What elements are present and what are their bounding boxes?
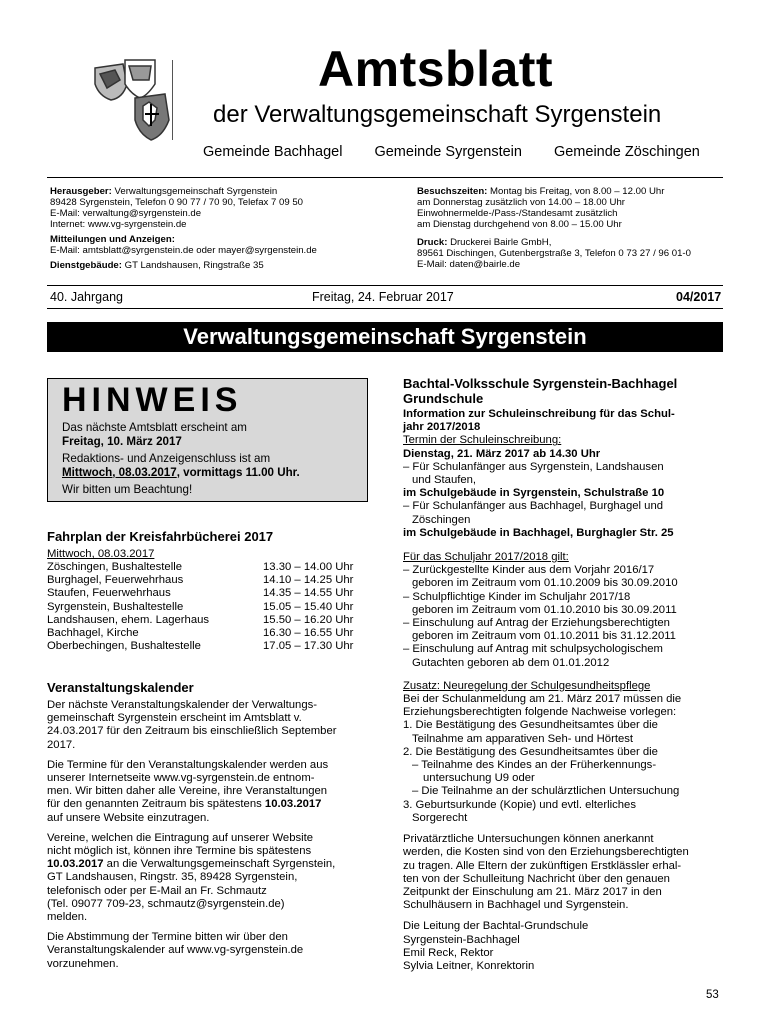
fahrplan-time: 13.30 – 14.00 Uhr: [263, 561, 354, 573]
kalender-p3: Vereine, welchen die Eintragung auf unserer Website nicht möglich ist, können ihre Termine bis spätestens 10.03.2017 an die Verwaltungsgemeinschaft Syrgenstein, GT Landshausen, Ringstr. 35, 89428 Syrgenstein, telefonisch oder per E-Mail an Fr. Schmautz (Tel. 09077 709-23, schmautz@syrgenstein.de) melden.: [47, 831, 336, 924]
fahrplan-heading: Fahrplan der Kreisfahrbücherei 2017: [47, 529, 274, 544]
kalender-text: [47, 699, 336, 978]
fahrplan-table: [47, 561, 353, 653]
communes-list: [203, 144, 732, 160]
fahrplan-row: [47, 587, 353, 600]
fahrplan-time: 15.50 – 16.20 Uhr: [263, 613, 354, 626]
masthead-title: Amtsblatt: [318, 41, 554, 97]
fahrplan-place: Bachhagel, Kirche: [47, 627, 139, 640]
hinweis-text: Das nächste Amtsblatt erscheint am Freitag, 10. März 2017 Redaktions- und Anzeigenschluss ist am Mittwoch, 08.03.2017, vormittags 11.00 Uhr. Wir bitten um Beachtung!: [62, 421, 300, 496]
rule-meta-top: [47, 285, 723, 286]
hinweis-box: [47, 378, 368, 502]
schule-signature: Die Leitung der Bachtal-Grundschule Syrgenstein-Bachhagel Emil Reck, Rektor Sylvia Leitner, Konrektorin: [403, 920, 589, 972]
rule-meta-bottom: [47, 308, 723, 309]
kalender-p1: Der nächste Veranstaltungskalender der Verwaltungs- gemeinschaft Syrgenstein erscheint im Amtsblatt v. 24.03.2017 für den Zeitraum bis einschließlich September 2017.: [47, 699, 337, 751]
commune-zoeschingen: Gemeinde Zöschingen: [553, 144, 700, 160]
fahrplan-time: 17.05 – 17.30 Uhr: [263, 640, 354, 653]
schule-p1: Privatärztliche Untersuchungen können anerkannt werden, die Kosten sind von den Erziehungsberechtigten zu tragen. Alle Eltern der zukünftigen Erstklässler erhal- ten von der Schulleitung Nachricht über den genauen Zeitpunkt der Einschulung am 21. März 2017 in den Schulhäusern in Bachhagel und Syrgenstein.: [403, 833, 689, 912]
fahrplan-row: [47, 601, 353, 614]
masthead-subtitle: der Verwaltungsgemeinschaft Syrgenstein: [213, 101, 662, 128]
fahrplan-time: 14.35 – 14.55 Uhr: [263, 587, 354, 600]
fahrplan-time: 16.30 – 16.55 Uhr: [263, 627, 354, 640]
fahrplan-row: [47, 627, 353, 640]
issue-volume: 40. Jahrgang: [50, 290, 123, 304]
imprint-left: Herausgeber: Verwaltungsgemeinschaft Syrgenstein 89428 Syrgenstein, Telefon 0 90 77 / 70 90, Telefax 7 09 50 E-Mail: verwaltung@syrgenstein.de Internet: www.vg-syrgenstein.de Mitteilungen und Anzeigen: E-Mail: amtsblatt@syrgenstein.de oder mayer@syrgenstein.de Dienstgebäude: GT Landshausen, Ringstraße 35: [50, 186, 317, 271]
fahrplan-place: Burghagel, Feuerwehrhaus: [47, 574, 184, 587]
fahrplan-place: Syrgenstein, Bushaltestelle: [47, 600, 184, 613]
fahrplan-date: Mittwoch, 08.03.2017: [47, 548, 155, 560]
fahrplan-place: Oberbechingen, Bushaltestelle: [47, 640, 201, 653]
issue-date: Freitag, 24. Februar 2017: [312, 290, 454, 304]
fahrplan-row: [47, 561, 353, 574]
kalender-p2: Die Termine für den Veranstaltungskalender werden aus unserer Internetseite www.vg-syrgenstein.de entnom- men. Wir bitten daher alle Vereine, ihre Veranstaltungen für den genannten Zeitraum bis spätestens 10.03.2017 auf unsere Website einzutragen.: [47, 758, 329, 824]
fahrplan-time: 15.05 – 15.40 Uhr: [263, 600, 354, 613]
section-banner: Verwaltungsgemeinschaft Syrgenstein: [47, 322, 723, 352]
schule-text: Information zur Schuleinschreibung für das Schul- jahr 2017/2018 Termin der Schuleinschreibung: Dienstag, 21. März 2017 ab 14.30 Uhr – Für Schulanfänger aus Syrgenstein, Landshausen und Staufen, im Schulgebäude in Syrgenstein, Schulstraße 10 – Für Schulanfänger aus Bachhagel, Burghagel und Zöschingen im Schulgebäude in Bachhagel, Burghagler Str. 25 Für das Schuljahr 2017/2018 gilt: – Zurückgestellte Kinder aus dem Vorjahr 2016/17 geboren im Zeitraum vom 01.10.2009 bis 30.09.2010 – Schulpflichtige Kinder im Schuljahr 2017/18 geboren im Zeitraum vom 01.10.2010 bis 30.09.2011 – Einschulung auf Antrag der Erziehungsberechtigten geboren im Zeitraum vom 01.10.2011 bis 31.12.2011 – Einschulung auf Antrag mit schulpsychologischem Gutachten geboren ab dem 01.01.2012 Zusatz: Neuregelung der Schulgesundheitspflege Bei der Schulanmeldung am 21. März 2017 müssen die Erziehungsberechtigten folgende Nachweise vorlegen: 1. Die Bestätigung des Gesundheitsamtes über die Teilnahme am apparativen Seh- und Hörtest 2. Die Bestätigung des Gesundheitsamtes über die – Teilnahme des Kindes an der Früherkennungs- untersuchung U9 oder – Die Teilnahme an der schulärztlichen Untersuchung 3. Geburtsurkunde (Kopie) und evtl. elterliches Sorgerecht Privatärztliche Untersuchungen können anerkannt werden, die Kosten sind von den Erziehungsberechtigten zu tragen. Alle Eltern der zukünftigen Erstklässler erhal- ten von der Schulleitung Nachricht über den genauen Zeitpunkt der Einschulung am 21. März 2017 in den Schulhäusern in Bachhagel und Syrgenstein. Die Leitung der Bachtal-Grundschule Syrgenstein-Bachhagel Emil Reck, Rektor Sylvia Leitner, Konrektorin: [403, 408, 689, 972]
fahrplan-row: [47, 614, 353, 627]
header-divider: [172, 60, 173, 140]
kalender-heading: Veranstaltungskalender: [47, 680, 194, 695]
page-number: 53: [706, 989, 719, 1001]
rule-top: [47, 177, 723, 178]
hinweis-title: HINWEIS: [62, 381, 243, 419]
fahrplan-place: Landshausen, ehem. Lagerhaus: [47, 613, 210, 626]
commune-syrgenstein: Gemeinde Syrgenstein: [374, 144, 522, 160]
coat-of-arms-logo: [85, 50, 185, 150]
issue-number: 04/2017: [676, 290, 722, 304]
fahrplan-time: 14.10 – 14.25 Uhr: [263, 574, 354, 587]
fahrplan-place: Staufen, Feuerwehrhaus: [47, 587, 171, 600]
kalender-p4: Die Abstimmung der Termine bitten wir über den Veranstaltungskalender auf www.vg-syrgenstein.de vorzunehmen.: [47, 931, 304, 970]
schule-heading: Bachtal-Volksschule Syrgenstein-Bachhagel Grundschule: [403, 376, 678, 406]
fahrplan-row: [47, 640, 353, 653]
fahrplan-place: Zöschingen, Bushaltestelle: [47, 561, 183, 573]
commune-bachhagel: Gemeinde Bachhagel: [203, 144, 343, 160]
imprint-right: Besuchszeiten: Montag bis Freitag, von 8.00 – 12.00 Uhr am Donnerstag zusätzlich von 14.00 – 18.00 Uhr Einwohnermelde-/Pass-/Standesamt zusätzlich am Dienstag durchgehend von 8.00 – 15.00 Uhr Druck: Druckerei Bairle GmbH, 89561 Dischingen, Gutenbergstraße 3, Telefon 0 73 27 / 96 01-0 E-Mail: daten@bairle.de: [417, 186, 691, 270]
fahrplan-row: [47, 574, 353, 587]
